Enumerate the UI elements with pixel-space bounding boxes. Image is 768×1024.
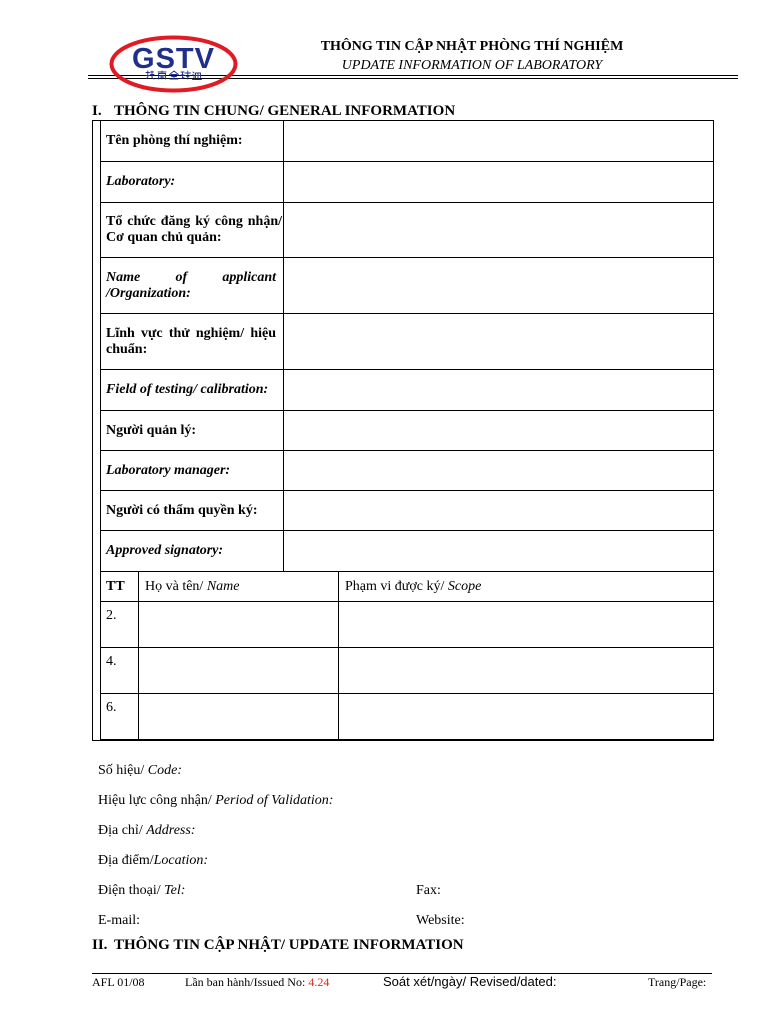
header-title-vi: THÔNG TIN CẬP NHẬT PHÒNG THÍ NGHIỆM (320, 39, 624, 54)
header-title-en: UPDATE INFORMATION OF LABORATORY (341, 58, 603, 73)
footer-revised: Soát xét/ngày/ Revised/dated: (383, 974, 557, 989)
signatory-row (101, 602, 713, 648)
label-text: Laboratory manager: (106, 462, 231, 478)
tel-label-en: Tel: (164, 883, 186, 898)
signatory-table-header (101, 572, 713, 602)
section-title: THÔNG TIN CHUNG/ GENERAL INFORMATION (114, 103, 456, 119)
label-text: Laboratory: (106, 174, 176, 189)
website-field: Website: (416, 913, 465, 928)
label-text: Field of testing/ calibration: (106, 382, 269, 397)
label-text: Người có thẩm quyền ký: (106, 502, 258, 518)
code-field (98, 763, 182, 779)
label-line: Tổ chức đăng ký công nhận/ (106, 214, 282, 229)
column-header-scope (339, 572, 713, 601)
manager-en-label (101, 451, 284, 490)
table-row (101, 121, 713, 162)
manager-vi-field[interactable] (284, 411, 713, 450)
validity-label-en: Period of Validation: (215, 793, 334, 808)
email-field: E-mail: (98, 913, 140, 928)
label-text: Người quản lý: (106, 422, 197, 438)
section-number: I. (92, 103, 102, 119)
signatory-scope-field[interactable] (339, 648, 713, 693)
label-line: chuẩn: (106, 341, 148, 357)
organization-en-field[interactable] (284, 258, 713, 313)
signatory-scope-field[interactable] (339, 694, 713, 739)
footer-page: Trang/Page: (648, 975, 707, 989)
header-text-en: Name (206, 578, 240, 594)
logo-text: GSTV (132, 43, 215, 75)
signatory-vi-label (101, 491, 284, 530)
lab-name-vi-label (101, 121, 284, 161)
lab-name-vi-field[interactable] (284, 121, 713, 161)
field-vi-label (101, 314, 284, 369)
lab-name-en-label (101, 162, 284, 202)
issued-number: 4.24 (308, 975, 330, 989)
row-number: 6. (101, 694, 139, 739)
label-line: /Organization: (106, 285, 191, 301)
section-2-heading (92, 936, 464, 954)
tel-field (98, 883, 185, 899)
signatory-name-field[interactable] (139, 602, 339, 647)
table-row (101, 162, 713, 203)
signatory-en-field[interactable] (284, 531, 713, 571)
label-text: Tên phòng thí nghiệm: (106, 133, 243, 148)
lab-name-en-field[interactable] (284, 162, 713, 202)
label-text: Approved signatory: (106, 543, 224, 558)
footer-issued (185, 975, 329, 989)
signatory-en-label (101, 531, 284, 571)
field-en-label (101, 370, 284, 410)
general-info-table (100, 120, 714, 740)
table-row (101, 314, 713, 370)
organization-vi-field[interactable] (284, 203, 713, 257)
header-text: TT (106, 578, 125, 594)
code-label-en: Code: (147, 763, 182, 778)
column-header-name (139, 572, 339, 601)
column-header-no (101, 572, 139, 601)
validity-field (98, 793, 333, 809)
address-label-en: Address: (146, 823, 196, 838)
issued-label: Lần ban hành/Issued No: (185, 975, 309, 989)
label-line: Cơ quan chủ quản: (106, 230, 222, 245)
header-text-vi: Phạm vi được ký/ (345, 578, 448, 594)
table-row (101, 411, 713, 451)
code-label-vi: Số hiệu/ (98, 763, 148, 778)
manager-en-field[interactable] (284, 451, 713, 490)
label-line: Name of applicant (106, 269, 276, 285)
table-row (101, 370, 713, 411)
location-label-en: Location: (153, 853, 209, 868)
validity-label-vi: Hiệu lực công nhận/ (98, 793, 216, 808)
location-field (98, 853, 208, 869)
gstv-logo (106, 34, 242, 96)
signatory-vi-field[interactable] (284, 491, 713, 530)
label-line: Lĩnh vực thử nghiệm/ hiệu (106, 325, 276, 341)
table-row (101, 258, 713, 314)
organization-en-label (101, 258, 284, 313)
row-number: 4. (101, 648, 139, 693)
table-row (101, 491, 713, 531)
address-label-vi: Địa chỉ/ (98, 823, 147, 838)
header-text-vi: Họ và tên/ (145, 578, 207, 594)
signatory-row (101, 648, 713, 694)
row-number: 2. (101, 602, 139, 647)
address-field (98, 823, 195, 839)
section-number: II. (92, 937, 108, 953)
field-vi-field[interactable] (284, 314, 713, 369)
table-row (101, 531, 713, 572)
section-1-heading (92, 102, 455, 120)
tel-label-vi: Điện thoại/ (98, 883, 165, 898)
field-en-field[interactable] (284, 370, 713, 410)
section-title: THÔNG TIN CẬP NHẬT/ UPDATE INFORMATION (114, 937, 464, 953)
signatory-name-field[interactable] (139, 694, 339, 739)
location-label-vi: Địa điểm/ (98, 853, 154, 868)
table-row (101, 451, 713, 491)
signatory-row (101, 694, 713, 740)
table-row (101, 203, 713, 258)
organization-vi-label (101, 203, 284, 257)
footer-form-code: AFL 01/08 (92, 975, 145, 989)
signatory-name-field[interactable] (139, 648, 339, 693)
signatory-scope-field[interactable] (339, 602, 713, 647)
manager-vi-label (101, 411, 284, 450)
fax-field: Fax: (416, 883, 441, 898)
header-text-en: Scope (447, 578, 482, 594)
